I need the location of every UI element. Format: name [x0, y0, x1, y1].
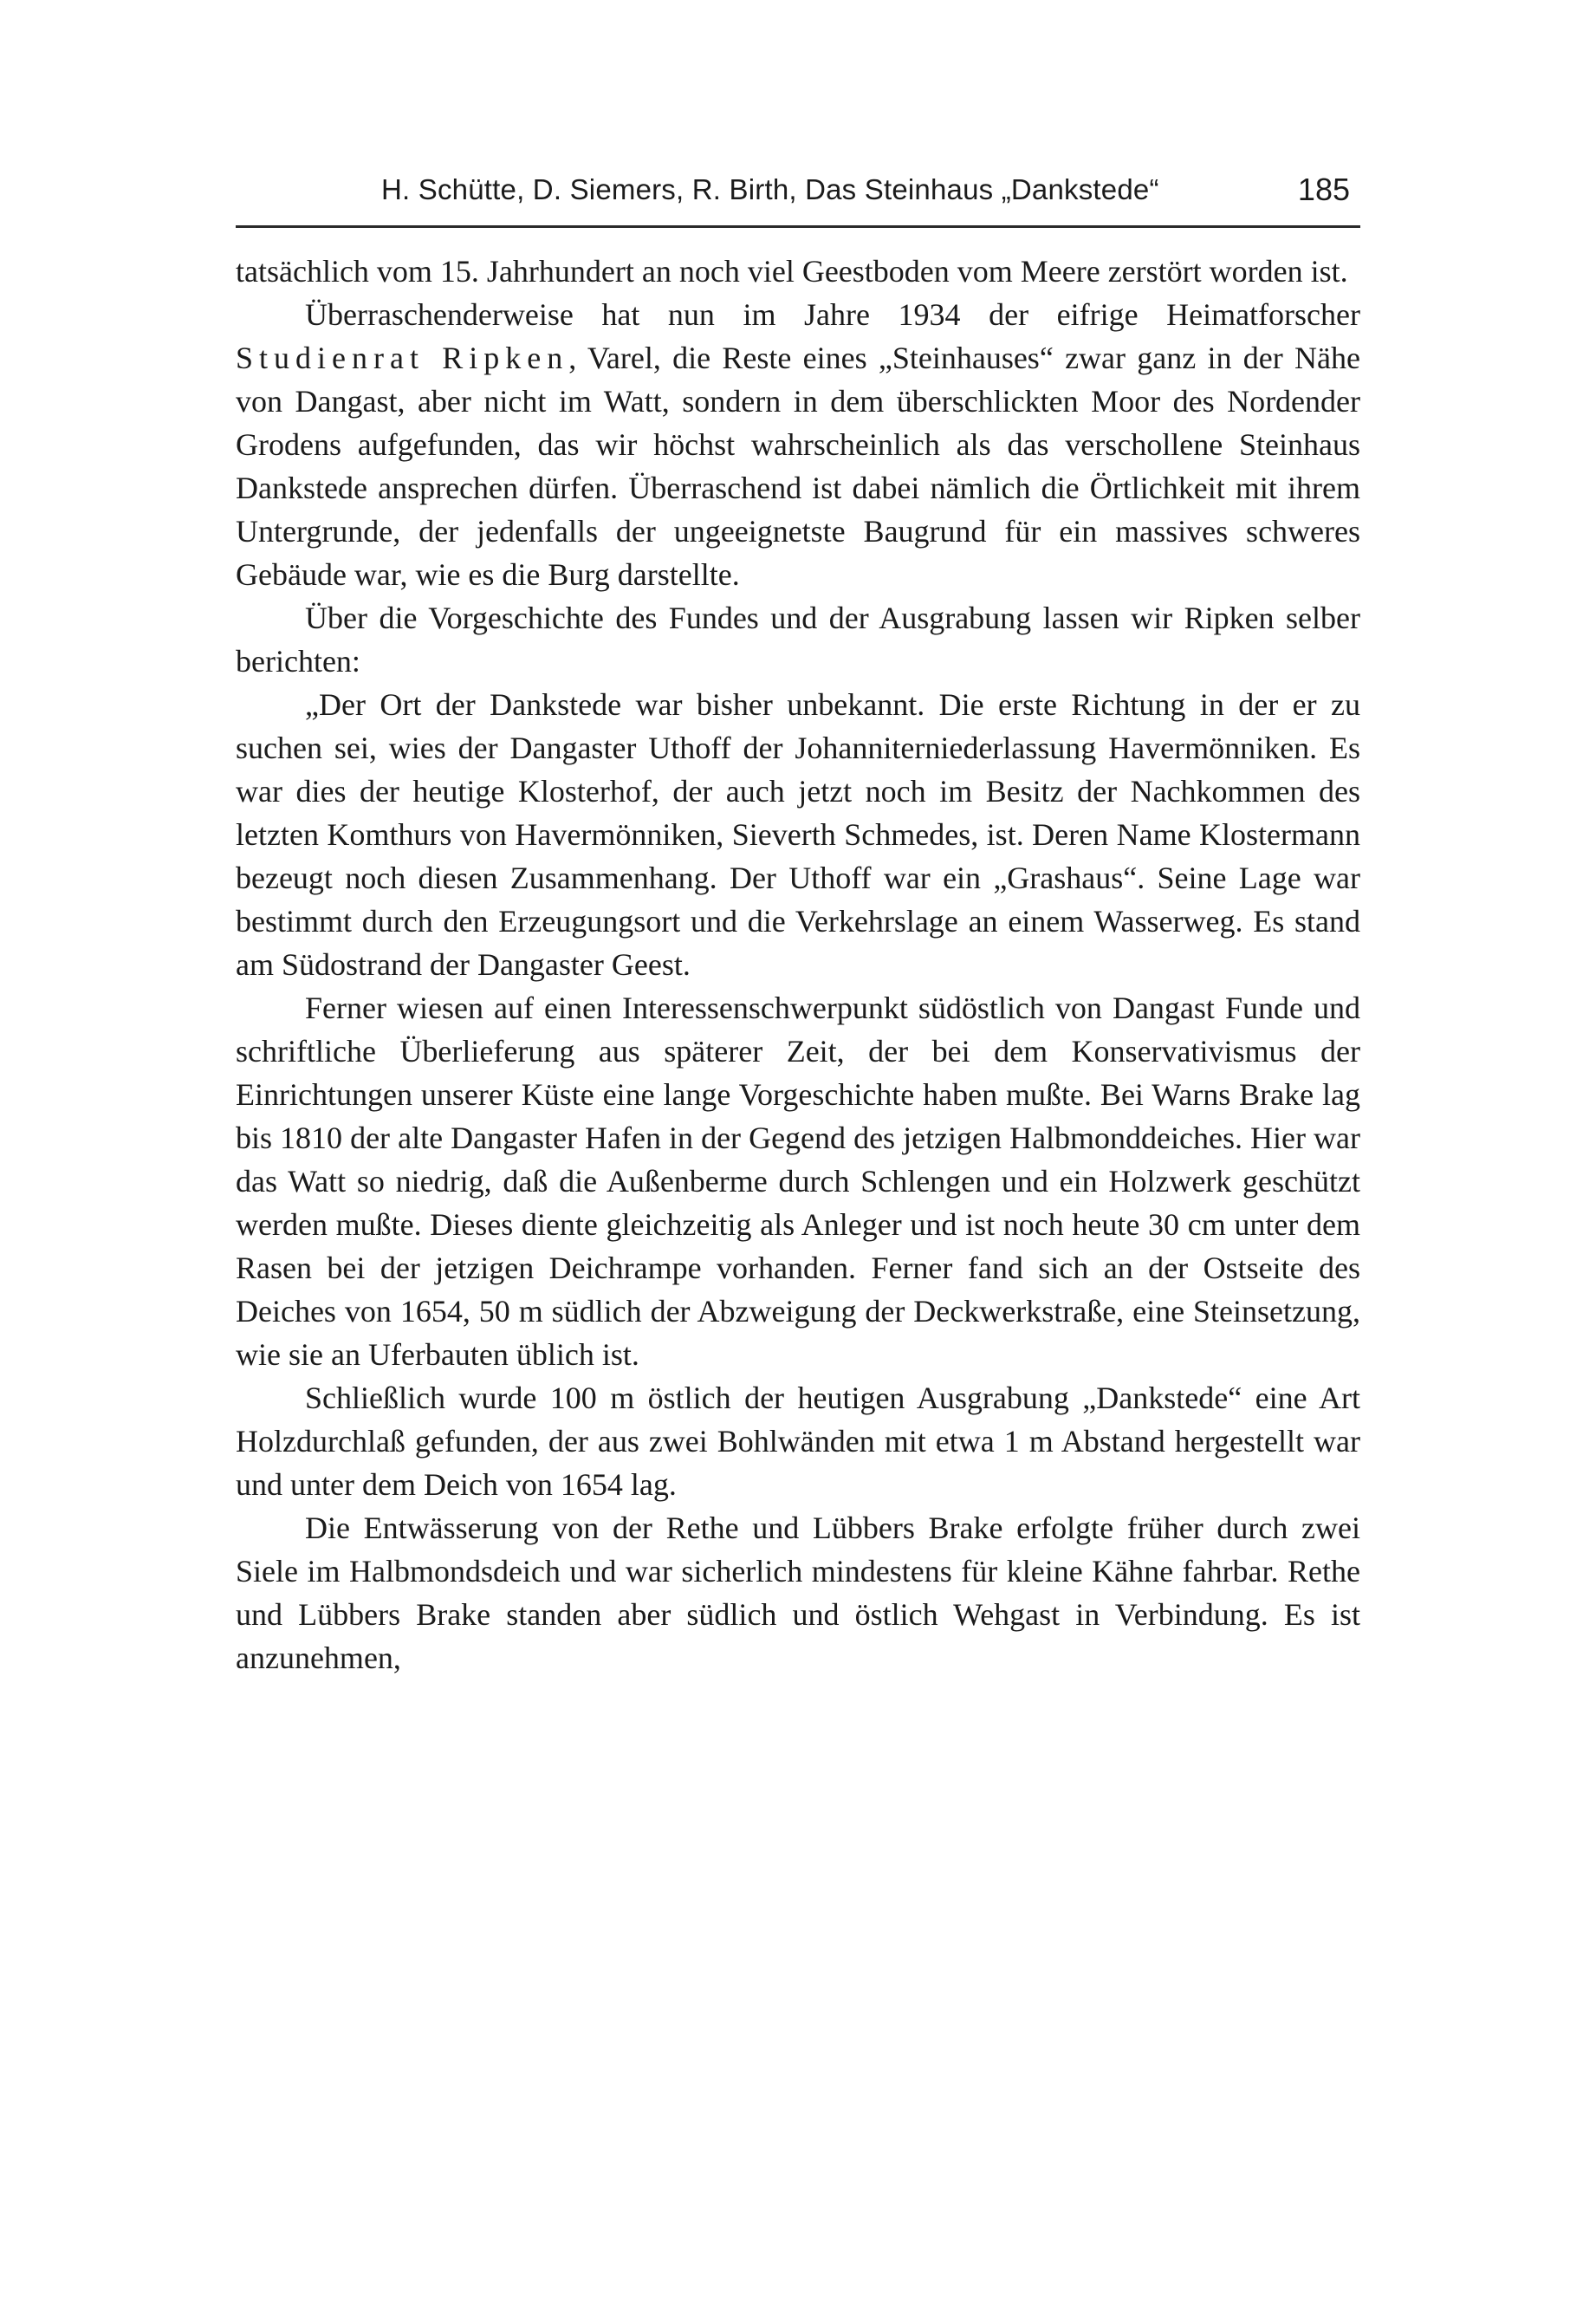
running-title: H. Schütte, D. Siemers, R. Birth, Das Steinhaus „Dankstede“	[381, 173, 1159, 205]
paragraph-drainage: Die Entwässerung von der Rethe und Lübbers Brake erfolgte früher durch zwei Siele im Halbmondsdeich und war sicherlich mindestens für kleine Kähne fahrbar. Rethe und Lübbers Brake standen aber südlich und östlich Wehgast in Verbindung. Es ist anzunehmen,	[236, 1511, 1360, 1675]
body-text	[236, 250, 1360, 1680]
paragraph-finds: Ferner wiesen auf einen Interessenschwerpunkt südöstlich von Dangast Funde und schriftliche Überlieferung aus späterer Zeit, der bei dem Konservativismus der Einrichtungen unserer Küste eine lange Vorgeschichte haben mußte. Bei Warns Brake lag bis 1810 der alte Dangaster Hafen in der Gegend des jetzigen Halbmonddeiches. Hier war das Watt so niedrig, daß die Außenberme durch Schlengen und ein Holzwerk geschützt werden mußte. Dieses diente gleichzeitig als Anleger und ist noch heute 30 cm unter dem Rasen bei der jetzigen Deichrampe vorhanden. Ferner fand sich an der Ostseite des Deiches von 1654, 50 m südlich der Abzweigung der Deckwerkstraße, eine Steinsetzung, wie sie an Uferbauten üblich ist.	[236, 991, 1360, 1372]
paragraph-text: Überraschenderweise hat nun im Jahre 1934 der eifrige Heimatforscher	[305, 297, 1360, 332]
running-header	[236, 168, 1360, 228]
emphasized-name: Studienrat Ripken	[236, 341, 569, 375]
paragraph-text: , Varel, die Reste eines „Steinhauses“ zwar ganz in der Nähe von Dangast, aber nicht im Watt, sondern in dem überschlickten Moor des Nordender Grodens aufgefunden, das wir höchst wahrscheinlich als das verschollene Steinhaus Dankstede ansprechen dürfen. Überraschend ist dabei nämlich die Örtlichkeit mit ihrem Untergrunde, der jedenfalls der ungeeignetste Baugrund für ein massives schweres Gebäude war, wie es die Burg darstellte.	[236, 341, 1361, 592]
page-number: 185	[1297, 172, 1350, 207]
paragraph-quote-location: „Der Ort der Dankstede war bisher unbekannt. Die erste Richtung in der er zu suchen sei, wies der Dangaster Uthoff der Johanniterniederlassung Havermönniken. Es war dies der heutige Klosterhof, der auch jetzt noch im Besitz der Nachkommen des letzten Komthurs von Havermönniken, Sieverth Schmedes, ist. Deren Name Klostermann bezeugt noch diesen Zusammenhang. Der Uthoff war ein „Grashaus“. Seine Lage war bestimmt durch den Erzeugungsort und die Verkehrslage an einem Wasserweg. Es stand am Südostrand der Dangaster Geest.	[236, 687, 1360, 982]
paragraph-timber-culvert: Schließlich wurde 100 m östlich der heutigen Ausgrabung „Dankstede“ eine Art Holzdurchlaß gefunden, der aus zwei Bohlwänden mit etwa 1 m Abstand hergestellt war und unter dem Deich von 1654 lag.	[236, 1381, 1360, 1502]
paragraph-ripken-discovery	[236, 293, 1360, 596]
paragraph-continuation: tatsächlich vom 15. Jahrhundert an noch viel Geestboden vom Meere zerstört worden ist.	[236, 254, 1348, 289]
paragraph-prehistory: Über die Vorgeschichte des Fundes und der Ausgrabung lassen wir Ripken selber berichten:	[236, 601, 1360, 679]
